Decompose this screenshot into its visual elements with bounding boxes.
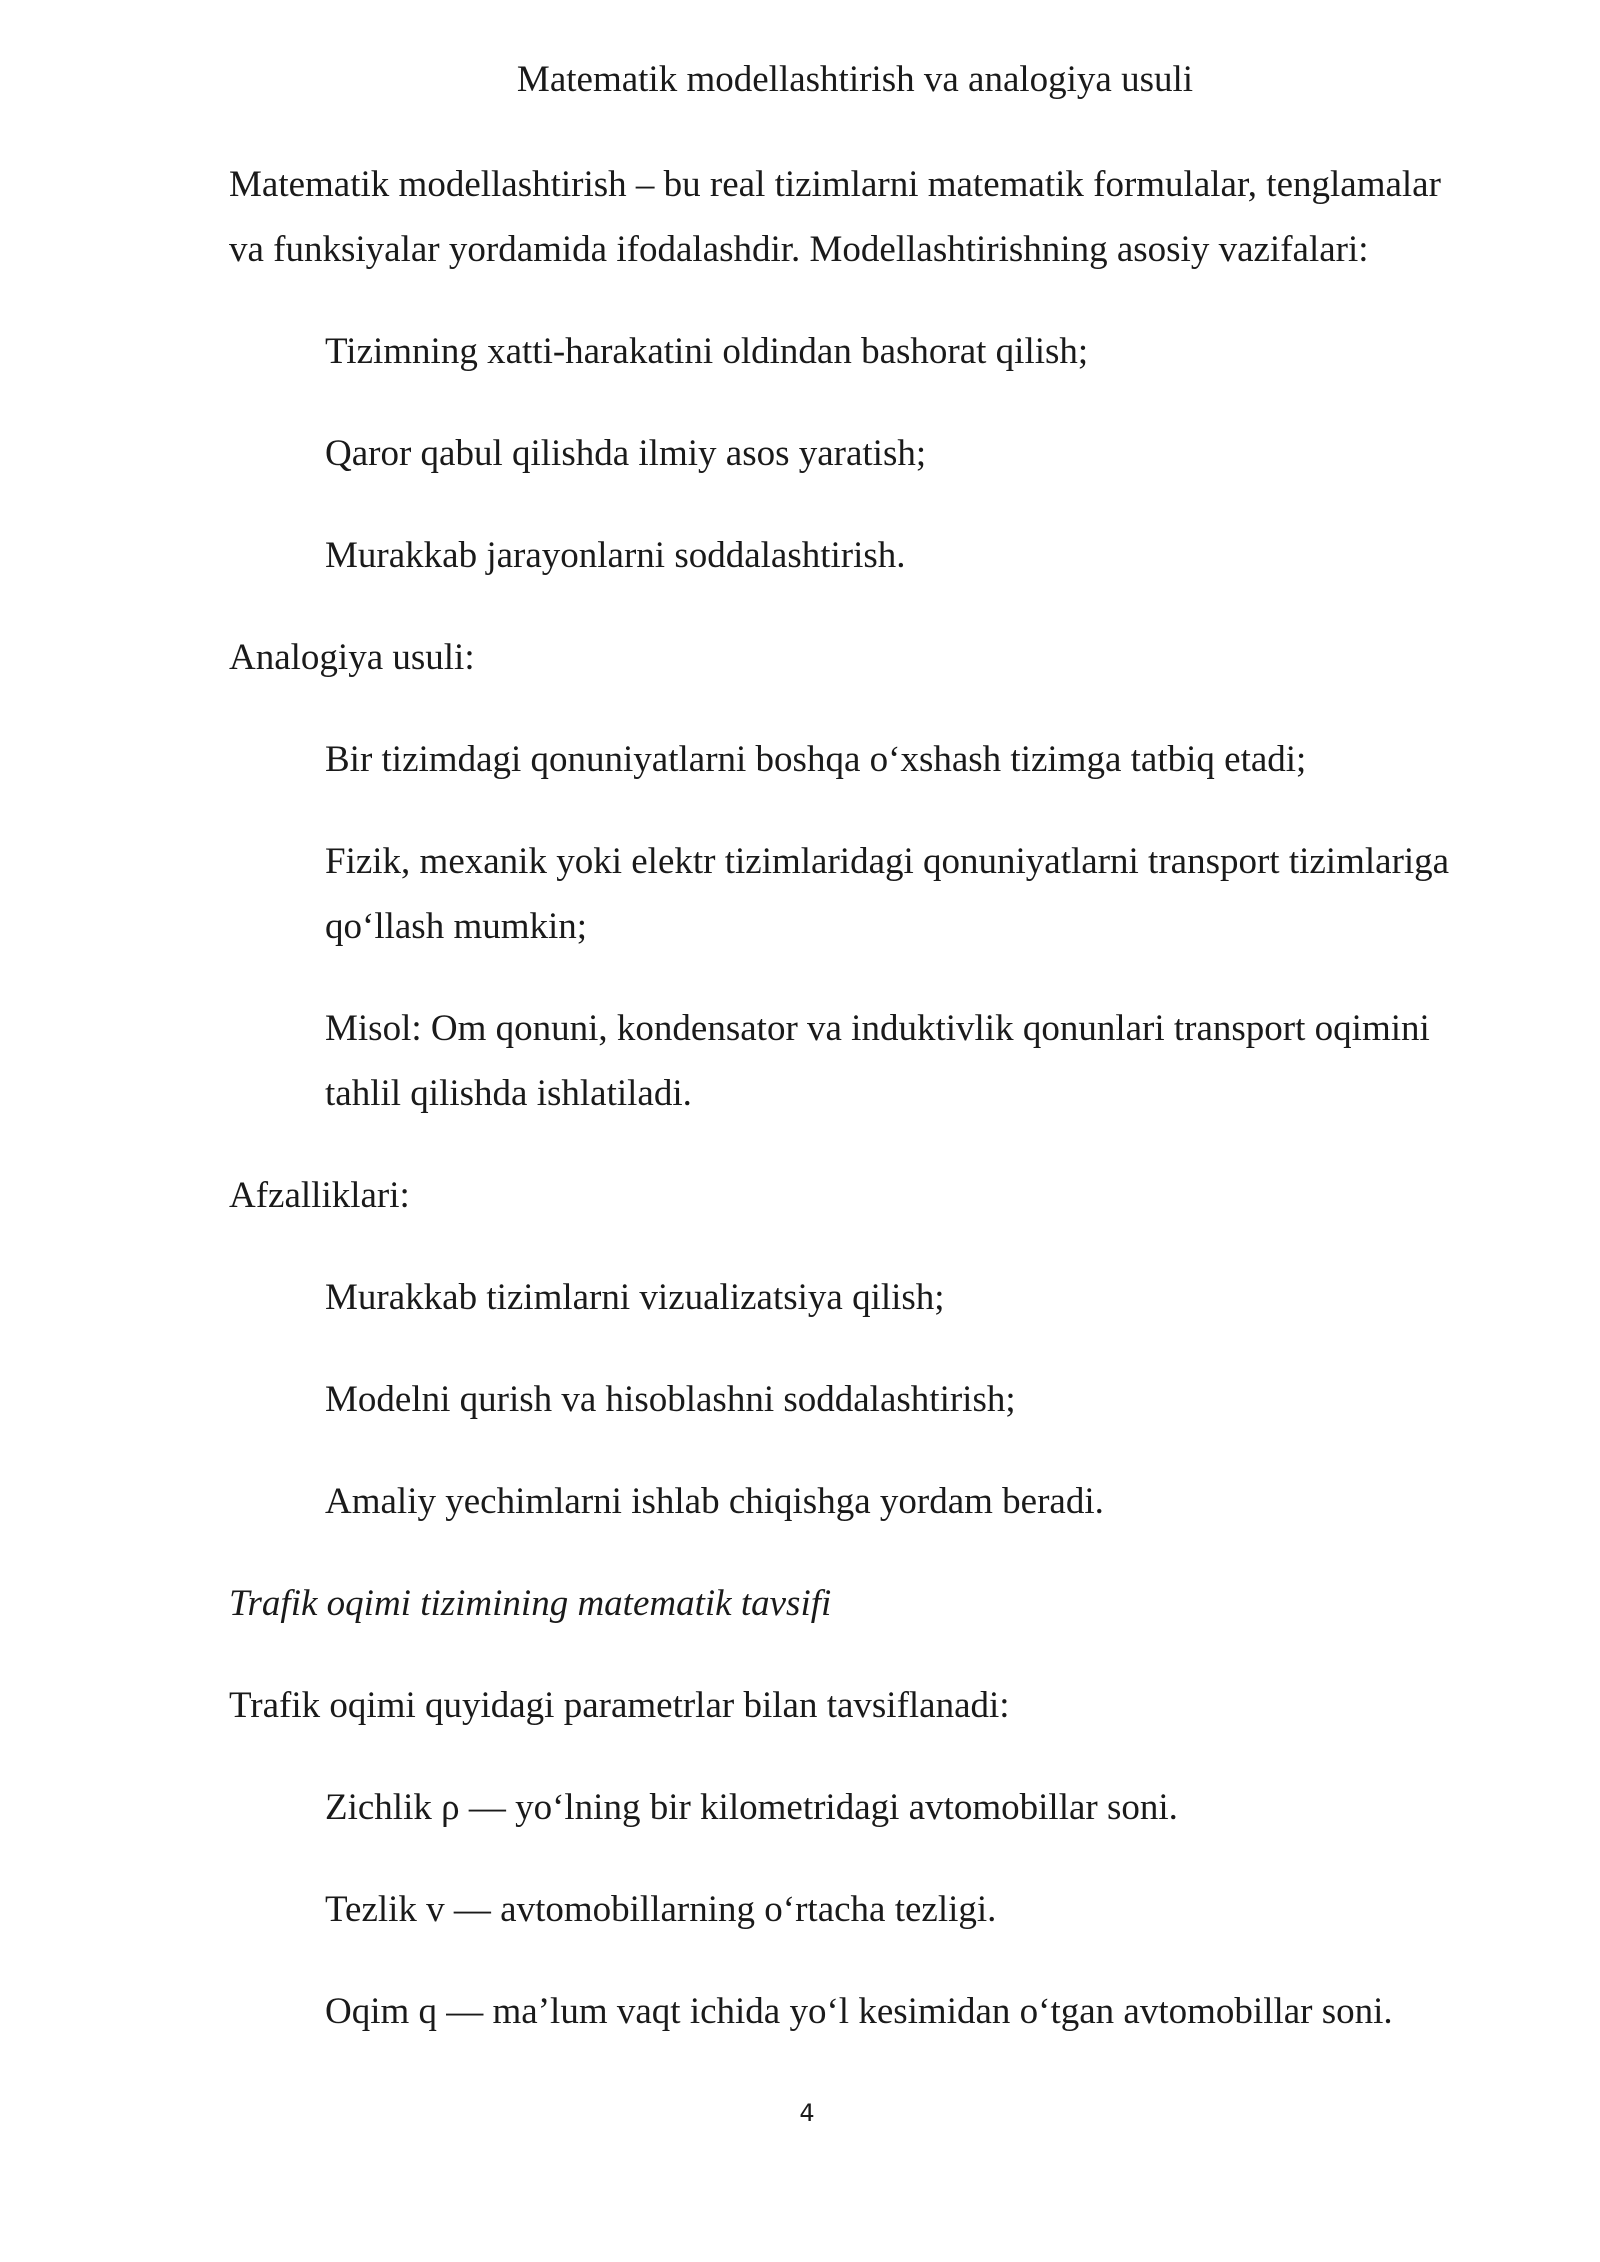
analogy-item: Fizik, mexanik yoki elektr tizimlaridagi qonuniyatlarni transport tizimlariga qo‘llash mumkin; [325,841,1450,947]
section-intro: Trafik oqimi quyidagi parametrlar bilan tavsiflanadi: [229,1685,1010,1726]
advantages-heading: Afzalliklari: [229,1175,410,1216]
analogy-heading: Analogiya usuli: [229,637,475,678]
task-item: Qaror qabul qilishda ilmiy asos yaratish; [325,433,927,474]
analogy-item: Misol: Om qonuni, kondensator va induktivlik qonunlari transport oqimini tahlil qilishda ishlatiladi. [325,1008,1430,1114]
task-item: Murakkab jarayonlarni soddalashtirish. [325,535,906,576]
document-body [229,152,1479,2044]
section-heading: Trafik oqimi tizimining matematik tavsifi [229,1583,832,1624]
analogy-item: Bir tizimdagi qonuniyatlarni boshqa o‘xshash tizimga tatbiq etadi; [325,739,1307,780]
page-number: 4 [799,2099,815,2127]
intro-paragraph: Matematik modellashtirish – bu real tizimlarni matematik formulalar, tenglamalar va funksiyalar yordamida ifodalashdir. Modellashtirishning asosiy vazifalari: [229,164,1441,270]
page-title: Matematik modellashtirish va analogiya usuli [516,59,1194,100]
parameter-item: Oqim q — ma’lum vaqt ichida yo‘l kesimidan o‘tgan avtomobillar soni. [325,1991,1393,2032]
parameter-item: Zichlik ρ — yo‘lning bir kilometridagi avtomobillar soni. [325,1787,1178,1828]
advantage-item: Modelni qurish va hisoblashni soddalashtirish; [325,1379,1016,1420]
advantage-item: Amaliy yechimlarni ishlab chiqishga yordam beradi. [325,1481,1104,1522]
parameter-item: Tezlik v — avtomobillarning o‘rtacha tezligi. [325,1889,997,1930]
advantage-item: Murakkab tizimlarni vizualizatsiya qilish; [325,1277,945,1318]
task-item: Tizimning xatti-harakatini oldindan bashorat qilish; [325,331,1089,372]
